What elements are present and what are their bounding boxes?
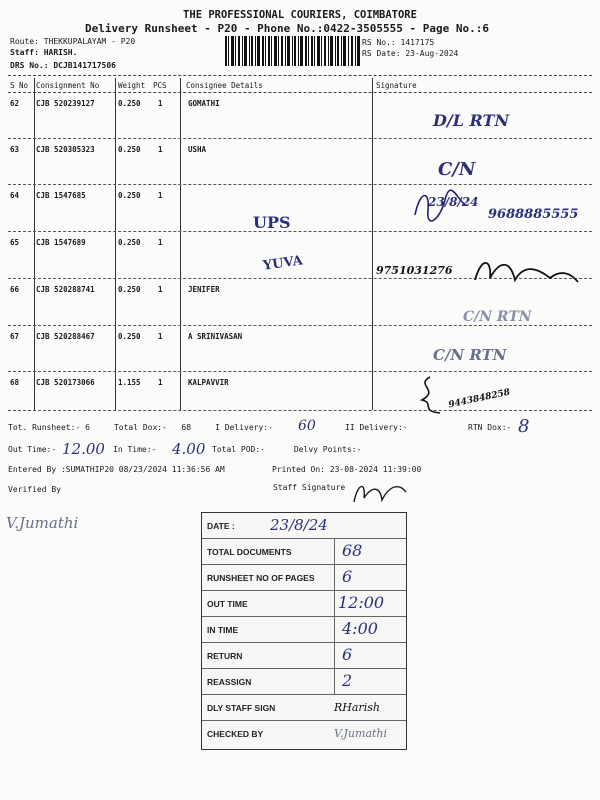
pcs: 1: [158, 99, 163, 108]
handwritten-signature: D/L RTN: [433, 111, 510, 130]
weight: 0.250: [118, 238, 141, 247]
stamp-label: RETURN: [207, 651, 243, 661]
consignee: A SRINIVASAN: [188, 332, 243, 341]
sno: 63: [10, 145, 20, 154]
sno: 65: [10, 238, 20, 247]
consignment-no: CJB 520173066: [36, 378, 95, 387]
stamp-date-label: DATE :: [207, 521, 235, 531]
ii-delivery-label: II Delivery:-: [345, 423, 408, 432]
pcs: 1: [158, 191, 163, 200]
header-top-rule: [8, 75, 592, 76]
consignee-handwritten: UPS: [253, 213, 291, 232]
verifier-signature: V.Jumathi: [6, 514, 79, 532]
total-pod-label: Total POD:- Delvy Points:-: [212, 445, 362, 454]
consignment-no: CJB 520305323: [36, 145, 95, 154]
sno: 62: [10, 99, 20, 108]
weight: 0.250: [118, 191, 141, 200]
consignee-handwritten: YUVA: [262, 253, 304, 274]
pcs: 1: [158, 238, 163, 247]
consignee: USHA: [188, 145, 207, 154]
stamp-label: CHECKED BY: [207, 729, 264, 739]
staff-label: Staff: HARISH.: [10, 48, 78, 57]
col-weight: Weight: [118, 81, 146, 90]
sno: 67: [10, 332, 20, 341]
drs-number: DRS No.: DCJB141717506: [10, 61, 116, 70]
col-consignee: Consignee Details: [186, 81, 263, 90]
table-row: [8, 185, 592, 231]
company-name: THE PROFESSIONAL COURIERS, COIMBATORE: [183, 9, 417, 21]
verified-by-label: Verified By: [8, 485, 61, 494]
signature-scribble: [410, 185, 470, 225]
col-signature: Signature: [376, 81, 417, 90]
handwritten-signature: C/N: [438, 159, 476, 180]
row-divider: [8, 410, 592, 411]
stamp-date-row: [202, 513, 406, 539]
printed-on: Printed On: 23-08-2024 11:39:00: [272, 465, 422, 474]
stamp-value: 6: [342, 645, 353, 664]
stamp-label: REASSIGN: [207, 677, 252, 687]
table-row: [8, 93, 592, 138]
stamp-label: RUNSHEET NO OF PAGES: [207, 573, 315, 583]
consignment-no: CJB 1547685: [36, 191, 86, 200]
stamp-row: [202, 591, 406, 617]
handwritten-signature: 23/8/24: [428, 195, 479, 209]
stamp-label: IN TIME: [207, 625, 239, 635]
handwritten-phone: 9751031276: [376, 264, 453, 277]
staff-signature-scribble: [350, 478, 410, 508]
sno: 66: [10, 285, 20, 294]
consignee: GOMATHI: [188, 99, 220, 108]
weight: 0.250: [118, 145, 141, 154]
stamp-row: [202, 669, 406, 695]
weight: 0.250: [118, 99, 141, 108]
table-row: [8, 372, 592, 410]
table-row: [8, 326, 592, 371]
staff-signature-label: Staff Signature: [273, 483, 346, 492]
weight: 0.250: [118, 285, 141, 294]
col-consignment: Consignment No: [36, 81, 100, 90]
stamp-label: OUT TIME: [207, 599, 248, 609]
signature-scribble: [410, 375, 450, 415]
pcs: 1: [158, 145, 163, 154]
handwritten-signature: C/N RTN: [433, 346, 507, 364]
consignment-no: CJB 520288467: [36, 332, 95, 341]
stamp-value: V.Jumathi: [334, 727, 388, 740]
col-pcs: PCS: [153, 81, 167, 90]
table-row: [8, 139, 592, 184]
pcs: 1: [158, 285, 163, 294]
barcode: [225, 36, 360, 66]
sno: 64: [10, 191, 20, 200]
runsheet-title: Delivery Runsheet - P20 - Phone No.:0422-3505555 - Page No.:6: [85, 22, 489, 35]
stamp-row: [202, 643, 406, 669]
stamp-value: 4:00: [342, 619, 378, 638]
consignment-no: CJB 520288741: [36, 285, 95, 294]
handwritten-phone: 9688885555: [488, 207, 579, 222]
stamp-label: DLY STAFF SIGN: [207, 703, 276, 713]
in-time-label: In Time:-: [113, 445, 157, 454]
entered-by: Entered By :SUMATHIP20 08/23/2024 11:36:56 AM: [8, 465, 225, 474]
table-header: [8, 79, 592, 93]
signature-scribble: [470, 250, 580, 290]
rtn-dox-value: 8: [518, 416, 530, 437]
in-time-value: 4.00: [172, 440, 206, 458]
consignee: JENIFER: [188, 285, 220, 294]
stamp-value: 2: [342, 671, 353, 690]
out-time-value: 12.00: [62, 440, 105, 458]
stamp-value: 68: [342, 541, 363, 560]
totals-line: Tot. Runsheet:- 6 Total Dox:- 68 I Delivery:-: [8, 423, 273, 432]
col-sno: S No: [10, 81, 29, 90]
pcs: 1: [158, 378, 163, 387]
stamp-date-value: 23/8/24: [270, 516, 328, 534]
handwritten-phone: 9443848258: [447, 387, 511, 411]
i-delivery-value: 60: [298, 418, 316, 434]
stamp-row: [202, 565, 406, 591]
consignment-no: CJB 520239127: [36, 99, 95, 108]
rs-number: RS No.: 1417175: [362, 38, 435, 47]
stamp-value: 6: [342, 567, 353, 586]
route-label: Route: THEKKUPALAYAM - P20: [10, 37, 136, 46]
stamp-row: [202, 617, 406, 643]
stamp-value: 12:00: [338, 593, 385, 612]
weight: 0.250: [118, 332, 141, 341]
stamp-row: [202, 695, 406, 721]
delivery-stamp: [201, 512, 407, 750]
rtn-dox-label: RTN Dox:-: [468, 423, 512, 432]
pcs: 1: [158, 332, 163, 341]
consignee: KALPAVVIR: [188, 378, 229, 387]
out-time-label: Out Time:-: [8, 445, 57, 454]
sno: 68: [10, 378, 20, 387]
stamp-row: [202, 721, 406, 747]
rs-date: RS Date: 23-Aug-2024: [362, 49, 459, 58]
consignment-no: CJB 1547689: [36, 238, 86, 247]
stamp-label: TOTAL DOCUMENTS: [207, 547, 292, 557]
handwritten-signature: C/N RTN: [463, 309, 532, 325]
stamp-value: RHarish: [334, 701, 380, 714]
stamp-row: [202, 539, 406, 565]
weight: 1.155: [118, 378, 141, 387]
